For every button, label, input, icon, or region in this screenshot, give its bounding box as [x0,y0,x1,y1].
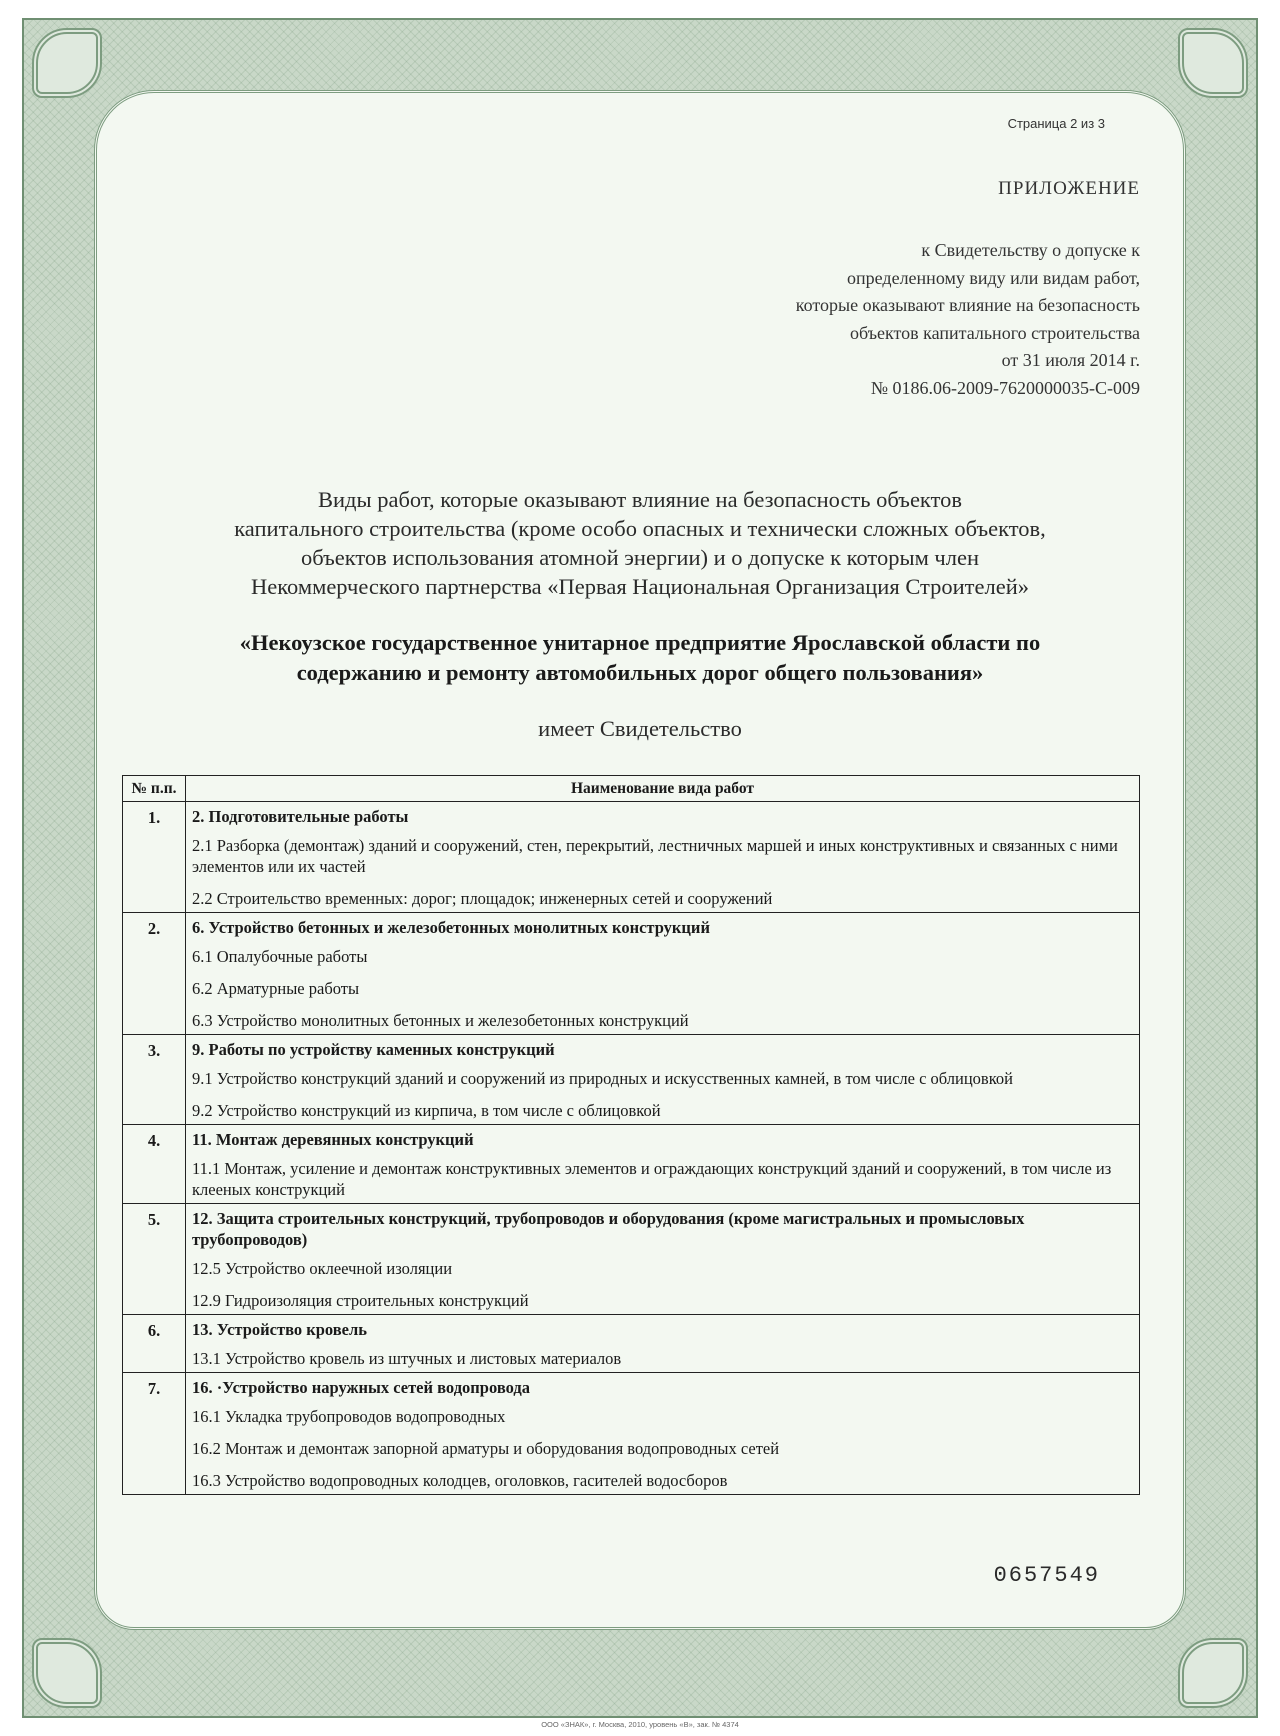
work-item: 2.2 Строительство временных: дорог; площадок; инженерных сетей и сооружений [192,889,773,908]
work-item: 13.1 Устройство кровель из штучных и листовых материалов [192,1349,622,1368]
organization-name [120,628,1160,688]
row-content [186,1204,1140,1315]
work-item: 12.5 Устройство оклеечной изоляции [192,1259,453,1278]
work-item: 2.1 Разборка (демонтаж) зданий и сооружений, стен, перекрытий, лестничных маршей и иных конструктивных и связанных с ними элементов или их частей [192,836,1118,876]
ornament-corner [32,1638,102,1708]
row-number: 2. [123,913,186,1035]
table-row [123,913,1140,1035]
table-row [123,1373,1140,1495]
appendix-reference [796,237,1140,402]
organization-line: «Некоузское государственное унитарное предприятие Ярославской области по [239,630,1041,655]
row-content [186,1315,1140,1373]
heading-line: Некоммерческого партнерства «Первая Национальная Организация Строителей» [251,574,1029,599]
row-content [186,1373,1140,1495]
work-group-title: 2. Подготовительные работы [192,807,409,826]
appendix-line: к Свидетельству о допуске к [921,240,1140,260]
heading-line: объектов использования атомной энергии) и о допуске к которым член [300,545,980,570]
work-group-title: 13. Устройство кровель [192,1320,367,1339]
work-group-title: 11. Монтаж деревянных конструкций [192,1130,474,1149]
work-item: 6.2 Арматурные работы [192,979,360,998]
work-item: 16.3 Устройство водопроводных колодцев, оголовков, гасителей водосборов [192,1471,728,1490]
work-item: 16.1 Укладка трубопроводов водопроводных [192,1407,506,1426]
work-group-title: 12. Защита строительных конструкций, трубопроводов и оборудования (кроме магистральных и промысловых трубопроводов) [192,1209,1025,1249]
certificate-number: № 0186.06-2009-7620000035-С-009 [870,377,1140,398]
work-item: 9.1 Устройство конструкций зданий и сооружений из природных и искусственных камней, в том числе с облицовкой [192,1069,1013,1088]
table-row [123,1125,1140,1204]
ornament-corner [1178,1638,1248,1708]
row-number: 5. [123,1204,186,1315]
row-content [186,913,1140,1035]
ornament-corner [32,28,102,98]
printer-imprint: ООО «ЗНАК», г. Москва, 2010, уровень «В», зак. № 4374 [541,1720,739,1729]
row-number: 4. [123,1125,186,1204]
work-group-title: 16. ·Устройство наружных сетей водопровода [192,1378,530,1397]
row-number: 1. [123,802,186,913]
appendix-title: ПРИЛОЖЕНИЕ [998,178,1140,199]
table-row [123,1035,1140,1125]
appendix-line: которые оказывают влияние на безопасность [795,295,1140,315]
document-heading [120,485,1160,601]
has-certificate-text: имеет Свидетельство [538,716,742,741]
row-content [186,802,1140,913]
ornament-corner [1178,28,1248,98]
work-item: 6.3 Устройство монолитных бетонных и железобетонных конструкций [192,1011,689,1030]
work-item: 12.9 Гидроизоляция строительных конструкций [192,1291,529,1310]
row-number: 6. [123,1315,186,1373]
row-content [186,1125,1140,1204]
table-row [123,1315,1140,1373]
row-content [186,1035,1140,1125]
header-number: № п.п. [123,776,186,802]
heading-line: капитального строительства (кроме особо опасных и технически сложных объектов, [234,516,1046,541]
works-table [122,775,1140,1495]
row-number: 7. [123,1373,186,1495]
work-group-title: 9. Работы по устройству каменных конструкций [192,1040,555,1059]
appendix-date: от 31 июля 2014 г. [1001,350,1140,370]
header-work-name: Наименование вида работ [186,776,1140,802]
page-number: Страница 2 из 3 [1007,116,1105,131]
appendix-line: объектов капитального строительства [850,322,1140,343]
appendix-line: определенному виду или видам работ, [847,267,1140,288]
work-group-title: 6. Устройство бетонных и железобетонных монолитных конструкций [192,918,710,937]
table-row [123,1204,1140,1315]
table-header-row [123,776,1140,802]
heading-line: Виды работ, которые оказывают влияние на безопасность объектов [318,487,962,512]
row-number: 3. [123,1035,186,1125]
work-item: 11.1 Монтаж, усиление и демонтаж конструктивных элементов и ограждающих конструкций зданий и сооружений, в том числе из клееных конструкций [192,1159,1112,1199]
organization-line: содержанию и ремонту автомобильных дорог общего пользования» [296,660,984,685]
work-item: 9.2 Устройство конструкций из кирпича, в том числе с облицовкой [192,1101,661,1120]
serial-number: 0657549 [993,1563,1100,1588]
table-row [123,802,1140,913]
work-item: 6.1 Опалубочные работы [192,947,368,966]
work-item: 16.2 Монтаж и демонтаж запорной арматуры и оборудования водопроводных сетей [192,1439,780,1458]
